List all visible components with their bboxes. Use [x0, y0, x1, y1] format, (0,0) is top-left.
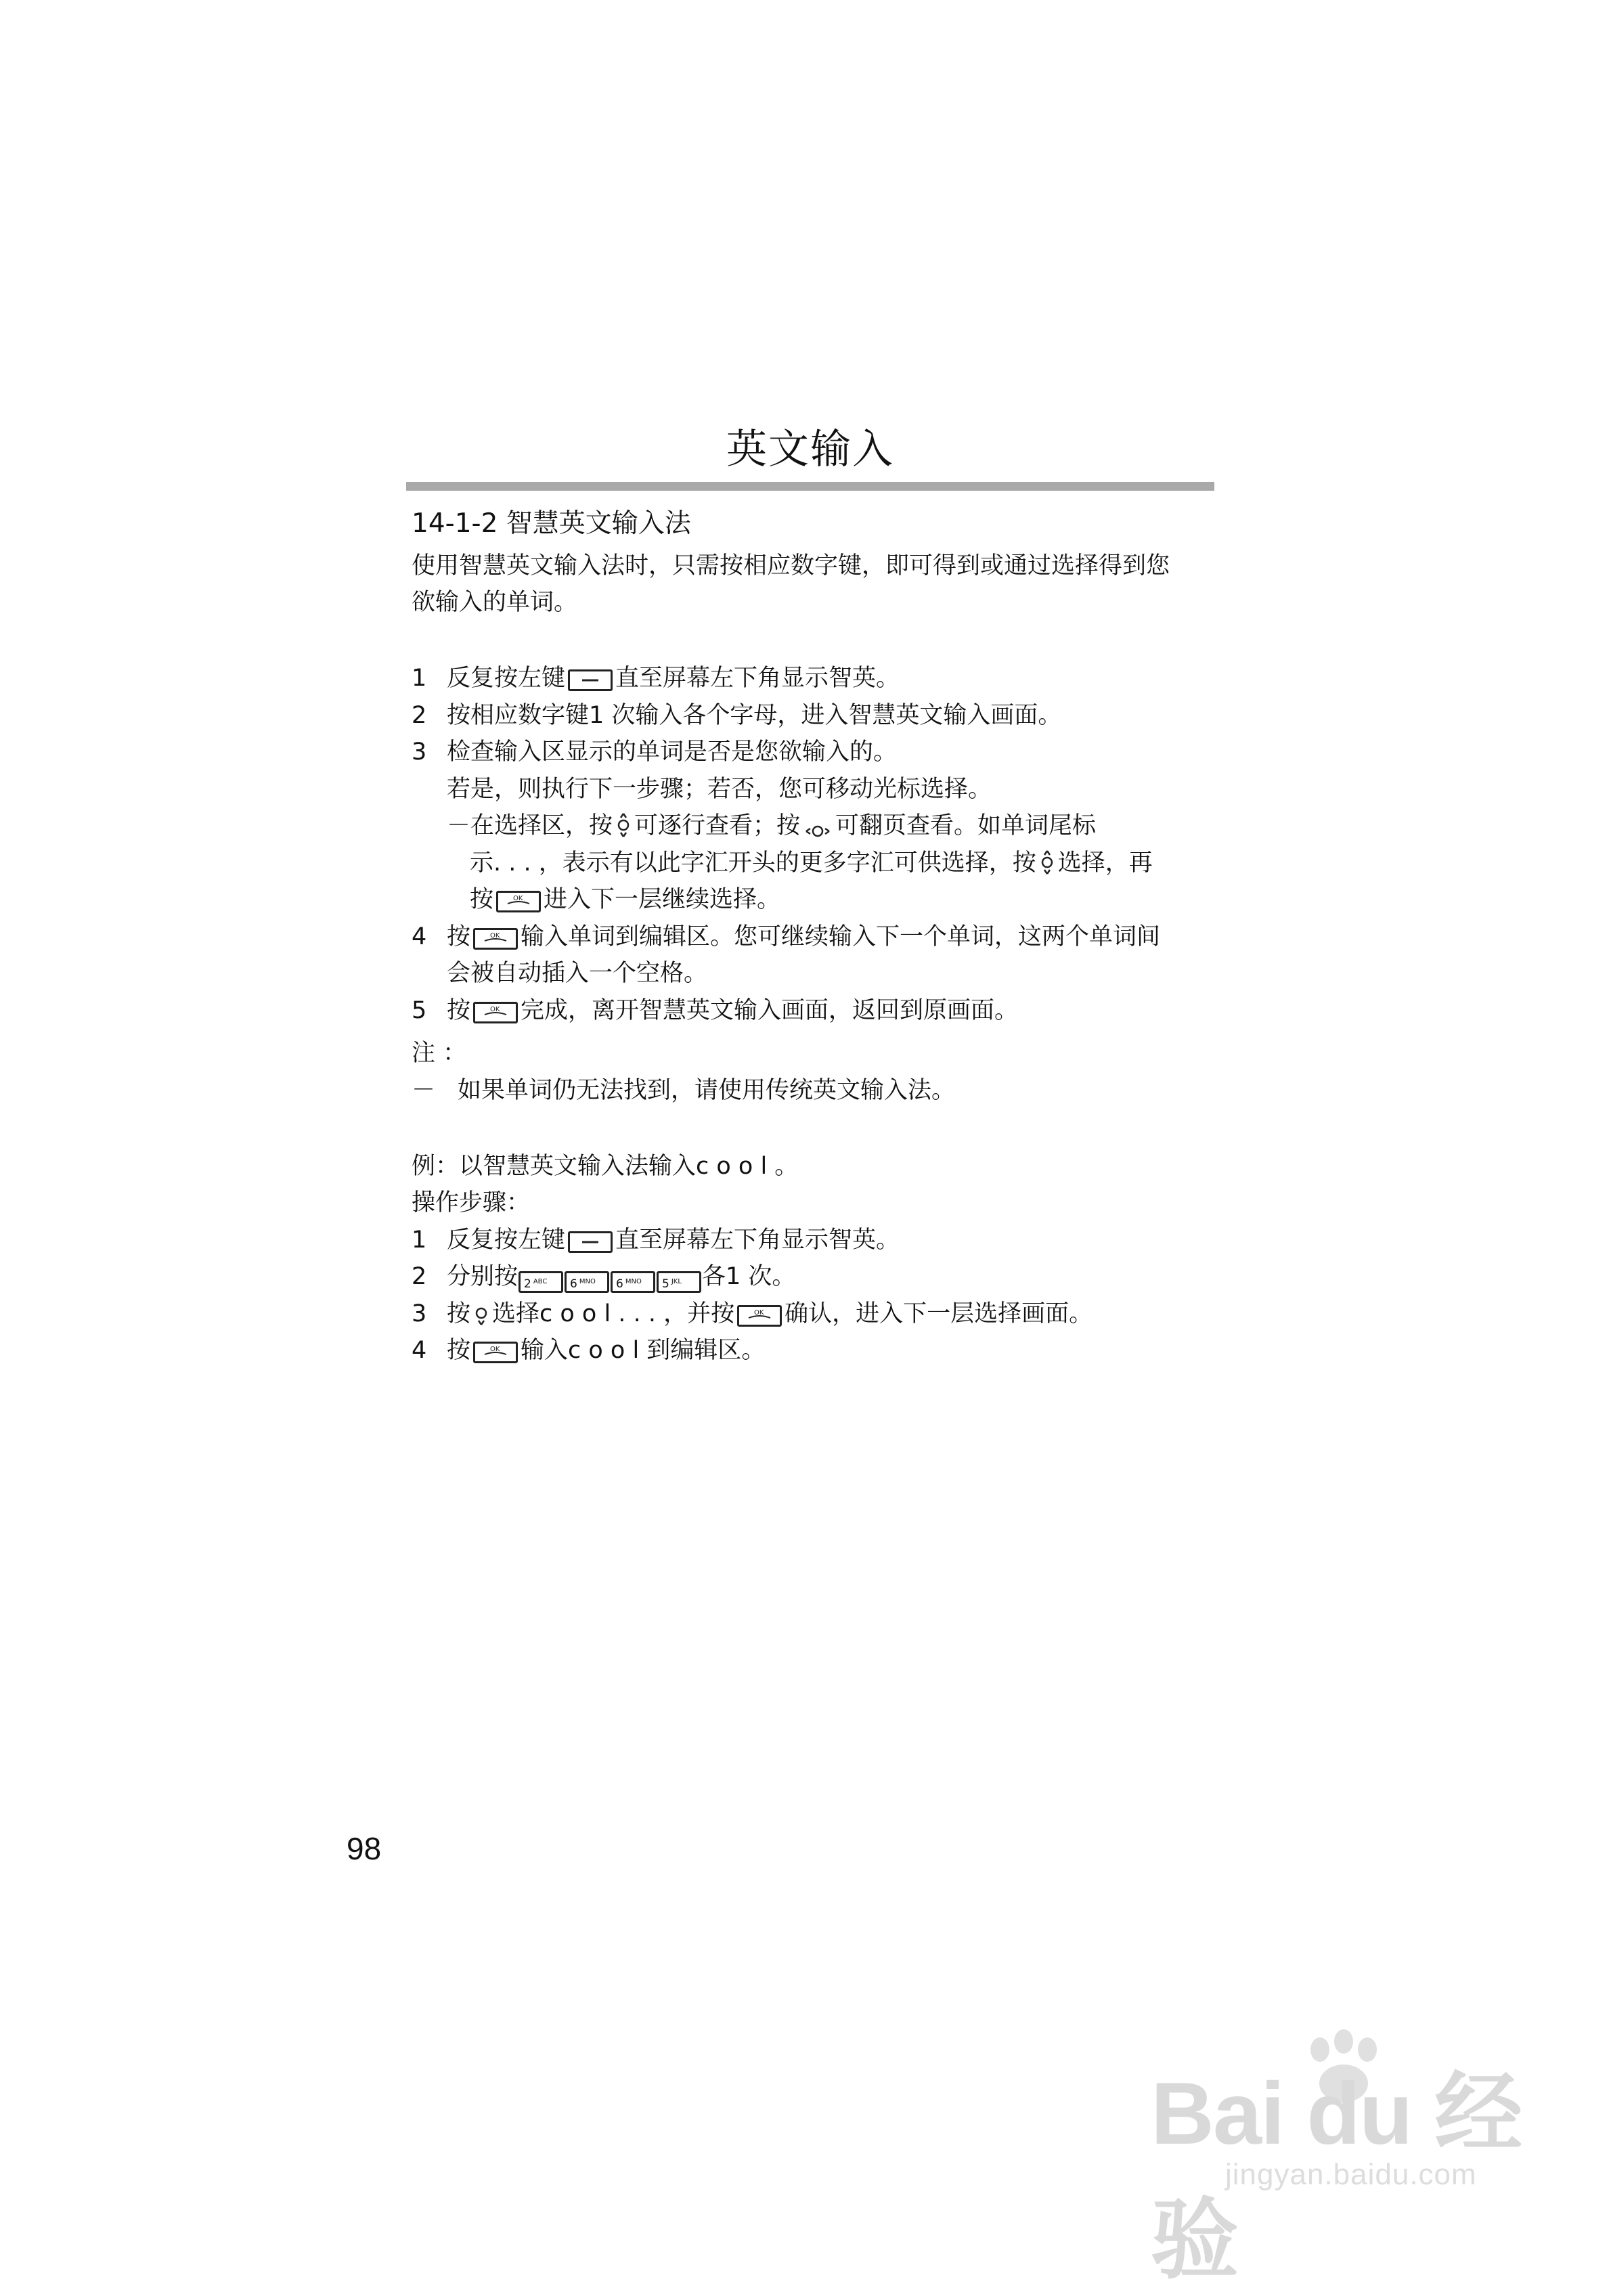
step-text: 按: [447, 997, 471, 1024]
step-number: 2: [412, 1263, 427, 1290]
step-text: 按: [447, 923, 471, 950]
title-divider: [406, 482, 1214, 491]
step-3-detail-4: [470, 883, 780, 916]
step-text: 检查输入区显示的单词是否是您欲输入的。: [447, 738, 898, 766]
example-step-1: [412, 1224, 900, 1256]
svg-text:OK: OK: [513, 895, 523, 902]
watermark-logo-text: Bai du 经验: [1151, 2064, 1522, 2289]
svg-text:OK: OK: [490, 1346, 500, 1353]
step-text: 输入c o o l 到编辑区。: [521, 1337, 766, 1364]
svg-text:OK: OK: [754, 1309, 764, 1317]
key-5-icon: 5 $^{JKL}$: [657, 1271, 701, 1293]
example-step-2: [412, 1260, 795, 1293]
ok-key-icon: [473, 928, 518, 950]
left-soft-key-icon: [568, 669, 613, 691]
svg-text:OK: OK: [490, 1006, 500, 1013]
note-label: 注 ：: [412, 1040, 467, 1067]
step-3: [412, 736, 897, 768]
page-title: 英文输入: [726, 426, 894, 473]
step-number: 3: [412, 1300, 427, 1327]
step-number: 4: [412, 923, 427, 950]
note-item: [412, 1074, 955, 1107]
step-number: 5: [412, 997, 427, 1024]
baidu-jingyan-watermark: [1124, 2029, 1557, 2289]
detail-text: 选择，再: [1057, 849, 1153, 877]
watermark-url: jingyan.baidu.com: [1225, 2158, 1477, 2191]
intro-line-1: 使用智慧英文输入法时，只需按相应数字键，即可得到或通过选择得到您: [412, 552, 1170, 579]
step-text: 直至屏幕左下角显示智英。: [615, 1227, 900, 1254]
step-3-detail-3: [470, 847, 1153, 885]
ok-key-icon: [473, 1002, 518, 1023]
detail-text: 按: [470, 886, 494, 913]
procedure-label: 操作步骤：: [412, 1189, 531, 1216]
step-text: 完成，离开智慧英文输入画面，返回到原画面。: [521, 997, 1019, 1024]
step-number: 4: [412, 1337, 427, 1364]
step-text: 按相应数字键1 次输入各个字母，进入智慧英文输入画面。: [447, 702, 1062, 729]
step-text: 各1 次。: [702, 1263, 796, 1290]
example-step-3: [412, 1298, 1093, 1335]
nav-down-icon: [475, 1303, 488, 1335]
step-number: 1: [412, 1227, 427, 1254]
ok-key-icon: [496, 891, 541, 912]
step-2: [412, 699, 1061, 732]
detail-text: 可翻页查看。如单词尾标: [835, 812, 1097, 839]
step-3-detail-2: [447, 810, 1096, 847]
detail-text: 可逐行查看；按: [634, 812, 801, 839]
step-5: [412, 994, 1018, 1027]
step-text: 直至屏幕左下角显示智英。: [615, 665, 900, 692]
step-text: 输入单词到编辑区。您可继续输入下一个单词，这两个单词间: [521, 923, 1161, 950]
note-text: 如果单词仍无法找到，请使用传统英文输入法。: [458, 1077, 956, 1104]
step-text: 按: [447, 1300, 471, 1327]
step-4: [412, 921, 1160, 953]
intro-line-2: 欲输入的单词。: [412, 589, 578, 616]
step-number: 1: [412, 665, 427, 692]
detail-text: 示. . . ，表示有以此字汇开头的更多字汇可供选择，按: [470, 849, 1036, 877]
step-1: [412, 662, 900, 694]
nav-left-right-icon: [804, 815, 831, 847]
page-number: 98: [347, 1831, 382, 1866]
note-dash: －: [412, 1077, 436, 1104]
nav-up-down-icon: [617, 812, 630, 847]
step-4-detail: 会被自动插入一个空格。: [447, 960, 708, 987]
key-6-icon: 6 $^{MNO}$: [611, 1271, 655, 1293]
nav-up-down-icon: [1040, 849, 1054, 885]
step-number: 2: [412, 702, 427, 729]
step-text: 确认，进入下一层选择画面。: [785, 1300, 1093, 1327]
example-title: 例：以智慧英文输入法输入c o o l 。: [412, 1153, 799, 1180]
step-3-detail-1: 若是，则执行下一步骤；若否，您可移动光标选择。: [447, 776, 992, 803]
detail-text: 进入下一层继续选择。: [544, 886, 781, 913]
step-text: 反复按左键: [447, 1227, 566, 1254]
detail-text: －在选择区，按: [447, 812, 613, 839]
key-6-icon: 6 $^{MNO}$: [565, 1271, 609, 1293]
svg-text:OK: OK: [490, 932, 500, 940]
step-text: 选择c o o l . . . ，并按: [492, 1300, 735, 1327]
step-text: 按: [447, 1337, 471, 1364]
left-soft-key-icon: [568, 1231, 613, 1253]
step-text: 反复按左键: [447, 665, 566, 692]
section-title: 14-1-2 智慧英文输入法: [412, 508, 691, 539]
key-2-icon: 2 $^{ABC}$: [518, 1271, 563, 1293]
step-text: 分别按: [447, 1263, 518, 1290]
ok-key-icon: [737, 1305, 782, 1327]
example-step-4: [412, 1334, 765, 1367]
step-number: 3: [412, 738, 427, 766]
ok-key-icon: [473, 1342, 518, 1363]
